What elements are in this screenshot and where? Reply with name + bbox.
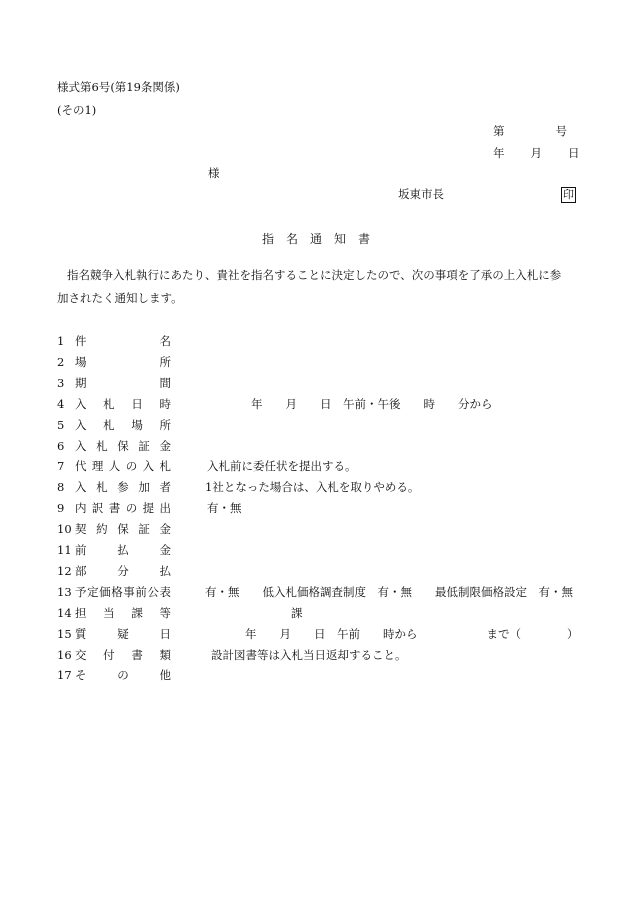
seal-stamp: 印: [563, 188, 574, 201]
item-number: 3: [57, 375, 65, 390]
item-number: 4: [57, 396, 65, 411]
list-item: [57, 524, 171, 536]
item-label: 質疑日: [75, 626, 171, 641]
item-number: 17: [57, 668, 72, 683]
item-label: 入札保証金: [75, 438, 171, 453]
list-item: [57, 626, 579, 641]
item-number: 2: [57, 354, 65, 369]
item-content: 課: [291, 605, 303, 620]
item-number: 9: [57, 501, 65, 516]
list-item: [57, 482, 419, 494]
list-item: [57, 545, 171, 557]
item-content: 入札前に委任状を提出する。: [207, 459, 357, 474]
document-number: 第 号: [493, 124, 568, 138]
item-number: 1: [57, 334, 65, 348]
item-number: 5: [57, 417, 65, 432]
item-number: 6: [57, 438, 65, 453]
item-label: 交付書類: [75, 647, 171, 662]
item-label: 代理人の入札: [75, 459, 171, 474]
document-date: 年 月 日: [493, 146, 581, 160]
item-number: 11: [57, 543, 72, 557]
item-label: 入札日時: [75, 396, 171, 411]
item-number: 14: [57, 605, 72, 620]
item-label: 契約保証金: [75, 522, 171, 537]
item-content: 有・無: [207, 501, 242, 516]
item-label: その他: [75, 668, 171, 683]
form-sub: (その1): [57, 103, 97, 117]
item-number: 13: [57, 584, 72, 599]
item-content: 年 月 日 午前 時から まで（ ）: [245, 626, 579, 641]
item-label: 内訳書の提出: [75, 501, 171, 516]
item-content: 有・無 低入札価格調査制度 有・無 最低制限価格設定 有・無: [205, 584, 573, 599]
item-number: 12: [57, 563, 72, 578]
item-label: 部分払: [75, 563, 171, 578]
item-number: 15: [57, 626, 72, 641]
item-label: 場所: [75, 354, 171, 369]
item-label: 入札参加者: [75, 480, 171, 495]
item-content: 年 月 日 午前・午後 時 分から: [251, 396, 493, 411]
item-content: 1社となった場合は、入札を取りやめる。: [205, 480, 420, 495]
list-item: [57, 354, 171, 369]
list-item: [57, 417, 171, 432]
list-item: [57, 563, 171, 578]
list-item: [57, 670, 171, 682]
item-label: 期間: [75, 375, 171, 390]
list-item: [57, 438, 171, 453]
list-item: [57, 584, 573, 599]
list-item: [57, 396, 493, 411]
addressee-suffix: 様: [208, 166, 220, 180]
item-label: 担当課等: [75, 605, 171, 620]
item-number: 16: [57, 647, 72, 662]
item-label: 入札場所: [75, 417, 171, 432]
item-content: 設計図書等は入札当日返却すること。: [211, 647, 407, 662]
list-item: [57, 375, 171, 390]
item-number: 10: [57, 522, 72, 537]
form-id: 様式第6号(第19条関係): [57, 80, 180, 94]
list-item: [57, 336, 171, 348]
item-number: 7: [57, 459, 65, 474]
issuer-name: 坂東市長: [398, 187, 444, 201]
item-label: 前払金: [75, 543, 171, 557]
list-item: [57, 503, 242, 515]
item-label: 件名: [75, 334, 171, 348]
list-item: [57, 647, 407, 662]
body-line-2: 加されたく通知します。: [57, 291, 183, 305]
body-line-1: 指名競争入札執行にあたり、貴社を指名することに決定したので、次の事項を了承の上入札に参: [67, 268, 562, 282]
list-item: [57, 461, 357, 473]
item-label: 予定価格事前公表: [75, 584, 171, 599]
page-title: 指 名 通 知 書: [262, 232, 371, 246]
item-number: 8: [57, 480, 65, 495]
list-item: [57, 605, 303, 620]
